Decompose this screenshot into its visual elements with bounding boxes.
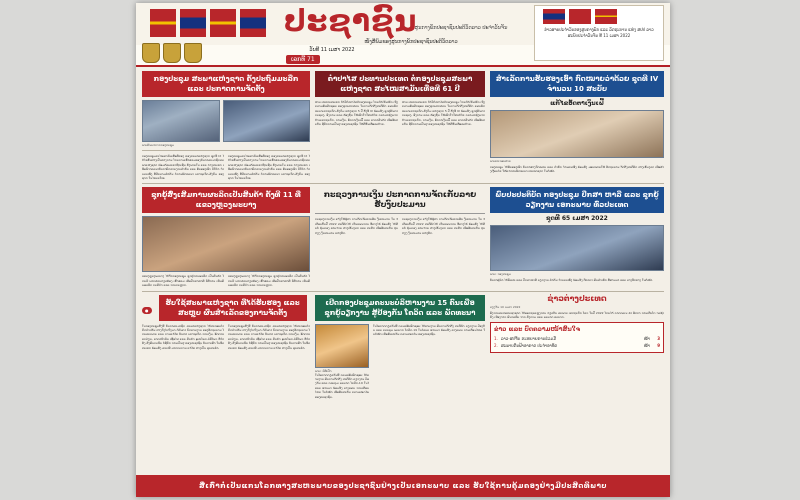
mid-left-body-col2: ແຂວງຫຼວງພະບາງ ໄດ້ຈັດກອງປະຊຸມ ຊຸກຍູ້ການຜະລິດ ເປັນສິນຄ້າ ໂດຍມີ ພາກສ່ວນກ່ຽວຂ້ອງ ເຂົ້າຮ່ວມ ເພື່ອປຶກສາຫາລື ວິທີການ ເພີ່ມຜົນຜະລິດ ກະສິກໍາ ແລະ ການຕະຫຼາດ. [228, 274, 310, 288]
column-left [142, 71, 310, 180]
right-top-photo [490, 110, 664, 158]
bottom-right-body: ອົງການສະຫະປະຊາຊາດ ໄດ້ອອກຖະແຫຼງການ ກ່ຽວກັບ ສະພາບ ເສດຖະກິດ ໂລກ ໃນປີ 2022 ໂດຍໄດ້ ຄາດຄະເນ ວ່າ ອັດຕາ ການເຕີບໂຕ ຈະຊ້າລົງ ເນື່ອງຈາກ ຜົນກະທົບ ຈາກ ສົງຄາມ ແລະ ພະຍາດ ລະບາດ. [490, 310, 664, 320]
divider [142, 291, 664, 292]
mid-center-body-col2: ກະຊວງການເງິນ ແຈ້ງໃຫ້ຮູ້ວ່າ ການຈັດເກັບລາຍຮັບ ງົບປະມານ ໃນ 3 ເດືອນຕົ້ນປີ 2022 ປະຕິບັດໄດ້ ເກີນແຜນການ ທີ່ວາງໄວ້ ພ້ອມທັງ ໄດ້ສືບຕໍ່ ຄຸ້ມຄອງ ລາຍຈ່າຍ ຢ່າງເຂັ້ມງວດ ແລະ ປະຢັດ ເພື່ອຮັບປະກັນ ດຸ່ນດ່ຽງ ງົບປະມານ ແຫ່ງລັດ. [402, 217, 485, 235]
column-right-bottom [490, 295, 664, 399]
toc-text: ລາວ-ສປຈີນ ຂະຫຍາຍການຮ່ວມມື [501, 336, 557, 342]
lead-caption: ພາບບັນຍາກາດກອງປະຊຸມ [142, 143, 175, 147]
column-center-bottom [315, 295, 485, 399]
center-top-body-col1: ທ່ານ ປະທານປະເທດ ໄດ້ມີຄໍາປາໄສຕໍ່ກອງປະຊຸມ ໂດຍໄດ້ເນັ້ນໜັກ ເຖິງຄວາມຮັບຜິດຊອບ ຂອງທຸກພາກສ່ວນ ໃນການຈັດຕັ້ງປະຕິບັດ ແຜນພັດທະນາເສດຖະກິດ-ສັງຄົມ ແຫ່ງຊາດ 5 ປີ ຄັ້ງທີ IX ພ້ອມທັງ ຊຸກຍູ້ບັນດາກະຊວງ, ອົງການ ແລະ ທ້ອງຖິ່ນ ໃຫ້ເອົາໃຈໃສ່ແກ້ໄຂ ຄວາມຫຍຸ້ງຍາກ ດ້ານເສດຖະກິດ, ການເງິນ, ອັດຕາເງິນເຟີ້ ແລະ ລາຄາສິນຄ້າ ເພື່ອຮັບປະກັນ ຊີວິດການເປັນຢູ່ ຂອງປະຊາຊົນ ໃຫ້ດີຂຶ້ນເທື່ອລະກ້າວ. [315, 100, 398, 127]
toc-page-label: ໜ້າ [643, 336, 650, 342]
medal-icon [163, 43, 181, 63]
toc-row[interactable] [494, 342, 660, 349]
mid-left-photo [142, 216, 310, 272]
flag-icon [569, 9, 591, 24]
bottom-left-body-col2: ໃນກອງປະຊຸມຄັ້ງນີ້ ບັນດາສະມາຊິກ ສະພາແຫ່ງຊາດ ໄດ້ປະກອບຄໍາຄິດຄໍາເຫັນ ຢ່າງກົງໄປກົງມາ ຕໍ່ບັນດາ ບົດລາຍງານ ຂອງລັດຖະບານ ໂດຍສະເພາະ ແມ່ນ ການແກ້ໄຂ ບັນຫາ ເສດຖະກິດ-ການເງິນ, ອັດຕາແລກປ່ຽນ, ລາຄານໍ້າມັນ ເຊື້ອໄຟ ແລະ ສິນຄ້າ ອຸປະໂພກ-ບໍລິໂພກ ທີ່ກໍາລັງ ສົ່ງຜົນກະທົບ ຕໍ່ຊີວິດ ການເປັນຢູ່ ຂອງປະຊາຊົນ ບັນດາເຜົ່າ ໃນທົ່ວປະເທດ ພ້ອມທັງ ສະເໜີ ມາດຕະການ ແກ້ໄຂ ຢ່າງເປັນ ຮູບປະທໍາ. [228, 323, 310, 350]
lead-body-col1: ກອງປະຊຸມສະໄໝສາມັນເທື່ອທີສອງ ຂອງສະພາແຫ່ງຊາດ ຊຸດທີ IX ໄດ້ໄຂຂຶ້ນຢ່າງເປັນທາງການ ໂດຍການເຂົ້າຮ່ວມຂອງບັນດາສະມາຊິກສະພາແຫ່ງຊາດ ພ້ອມດ້ວຍແຂກຖືກເຊີນ ທັງພາຍໃນ ແລະ ຕ່າງປະເທດ ເພື່ອພິຈາລະນາບັນດາບົດລາຍງານສໍາຄັນ ແລະ ຮັບຮອງເອົາ ນິຕິກໍາ ຈໍານວນໜຶ່ງ ທີ່ມີຄວາມສໍາຄັນ ຕໍ່ການພັດທະນາ ເສດຖະກິດ-ສັງຄົມ ຂອງຊາດ ໃນໄລຍະໃໝ່. [142, 154, 224, 181]
bottom-center-caption: ພາບ: ພິທີເປີດ [315, 368, 332, 373]
column-left-bottom [142, 295, 310, 399]
bottom-center-photo [315, 324, 369, 368]
column-left-mid [142, 187, 310, 287]
flag-icon [180, 9, 206, 37]
page-body [136, 67, 670, 473]
masthead [136, 3, 670, 67]
medals [142, 43, 202, 63]
right-top-caption: ພາບປະກອບຂ່າວ [490, 159, 511, 163]
right-top-subheadline: ແກ້ໄຂອັດຕາເງິນເຟີ້ [550, 100, 604, 107]
toc-row[interactable] [494, 335, 660, 342]
bottom-row [142, 295, 664, 399]
masthead-right-box [534, 5, 664, 61]
lead-body-col2: ກອງປະຊຸມສະໄໝສາມັນເທື່ອທີສອງ ຂອງສະພາແຫ່ງຊາດ ຊຸດທີ IX ໄດ້ໄຂຂຶ້ນຢ່າງເປັນທາງການ ໂດຍການເຂົ້າຮ່ວມຂອງບັນດາສະມາຊິກສະພາແຫ່ງຊາດ ພ້ອມດ້ວຍແຂກຖືກເຊີນ ທັງພາຍໃນ ແລະ ຕ່າງປະເທດ ເພື່ອພິຈາລະນາບັນດາບົດລາຍງານສໍາຄັນ ແລະ ຮັບຮອງເອົາ ນິຕິກໍາ ຈໍານວນໜຶ່ງ ທີ່ມີຄວາມສໍາຄັນ ຕໍ່ການພັດທະນາ ເສດຖະກິດ-ສັງຄົມ ຂອງຊາດ ໃນໄລຍະໃໝ່. [228, 154, 310, 181]
flag-icon [210, 9, 236, 37]
table-of-contents [490, 322, 664, 353]
mid-right-subheadline: ຊຸດທີ 65 ເມສາ 2022 [546, 215, 608, 223]
footer-slogan: ສື່ເກົ່າກໍ່ເປັນແກນໂລກທາງສະຫະພາບຂອງປະຊາຊົນຢ່າງເປັນເອກະພາບ ແລະ ຮັບໃຊ້ການຄຸ້ມຄອງຢ່າງມີປະສິດທິພາບ [136, 475, 670, 497]
divider [142, 183, 664, 184]
issue-number: ເລກທີ 71 [286, 55, 320, 64]
flag-icon [543, 9, 565, 24]
bottom-center-body-col1: ໃນໂອກາດດຽວກັນນີ້ ຄະນະຮັບຜິດຊອບ ໄດ້ລາຍງານ ຜົນການຈັດຕັ້ງ ປະຕິບັດ ວຽກງານ ປ້ອງກັນ ແລະ ຄວບຄຸມ ພະຍາດ ໂຄວິດ-19 ໃນໄລຍະ ຜ່ານມາ ພ້ອມທັງ ວາງແຜນ ການເຄື່ອນໄຫວ ໃນຕໍ່ໜ້າ ເພື່ອຮັບປະກັນ ຄວາມປອດໄພ ຂອງປະຊາຊົນ. [315, 372, 369, 399]
column-right [490, 71, 664, 180]
masthead-center-note: ສູນກາງພັກປະຊາຊົນປະຕິວັດລາວ ປະຈໍາວັນຈັນ [414, 25, 508, 31]
toc-page-label: ໜ້າ [643, 343, 650, 349]
issue-date: ວັນທີ 11 ເມສາ 2022 [309, 47, 355, 53]
mid-right-headline: ພົບປະປະຕິບັດ ກອງປະຊຸມ ປຶກສາ ຫາລື ແລະ ຊຸກຍູ້ວຽກງານ ເອກະພາບ ທົ່ວປະເທດ [490, 187, 664, 213]
right-top-body: ກອງປະຊຸມ ໄດ້ຮັບຮອງເອົາ ບັນດາຮ່າງກົດໝາຍ ແລະ ດໍາລັດ ຈໍານວນໜຶ່ງ ພ້ອມທັງ ມອບໝາຍໃຫ້ ລັດຖະບານ ຈັດຕັ້ງປະຕິບັດ ຢ່າງເຂັ້ມງວດ ເພື່ອສ້າງເງື່ອນໄຂ ໃຫ້ແກ່ການພັດທະນາ ປະເທດຊາດ ໃນຕໍ່ໜ້າ. [490, 165, 664, 174]
masthead-right-flags [543, 9, 617, 24]
newspaper-page [136, 3, 670, 497]
newspaper-title: ປະຊາຊົນ [284, 4, 418, 39]
medal-icon [142, 43, 160, 63]
bottom-left-headline: ຮັບໃຊ້ສະພາແຫ່ງຊາດ ທີ່ໄດ້ຮັບຮອງ ແລະ ສະຫຼຸບ ຜົນສໍາເລັດຂອງການຈັດຕັ້ງ [159, 295, 307, 321]
mid-center-body-col1: ກະຊວງການເງິນ ແຈ້ງໃຫ້ຮູ້ວ່າ ການຈັດເກັບລາຍຮັບ ງົບປະມານ ໃນ 3 ເດືອນຕົ້ນປີ 2022 ປະຕິບັດໄດ້ ເກີນແຜນການ ທີ່ວາງໄວ້ ພ້ອມທັງ ໄດ້ສືບຕໍ່ ຄຸ້ມຄອງ ລາຍຈ່າຍ ຢ່າງເຂັ້ມງວດ ແລະ ປະຢັດ ເພື່ອຮັບປະກັນ ດຸ່ນດ່ຽງ ງົບປະມານ ແຫ່ງລັດ. [315, 217, 398, 235]
bottom-center-headline: ເປີດກອງປະຊຸມຄະນະບໍລິຫານງານ 15 ຄົນເພື່ອຊຸກຍູ້ວຽກງານ ສູ້ປ້ອງກັນ ໂຄວິດ ແລະ ພັດທະນາ [315, 295, 485, 321]
mid-right-caption: ພາບ: ກອງປະຊຸມ [490, 272, 511, 277]
flag-icon [150, 9, 176, 37]
lead-photo-secondary [223, 100, 310, 142]
right-top-headline: ສໍາເລັດການຮັບຮອງເອົາ ກົດໝາຍວ່າດ້ວຍ ຊຸດທີ IV ຈໍານວນ 10 ສະບັບ [490, 71, 664, 97]
mid-left-body-col1: ແຂວງຫຼວງພະບາງ ໄດ້ຈັດກອງປະຊຸມ ຊຸກຍູ້ການຜະລິດ ເປັນສິນຄ້າ ໂດຍມີ ພາກສ່ວນກ່ຽວຂ້ອງ ເຂົ້າຮ່ວມ ເພື່ອປຶກສາຫາລື ວິທີການ ເພີ່ມຜົນຜະລິດ ກະສິກໍາ ແລະ ການຕະຫຼາດ. [142, 274, 224, 288]
lead-photo [142, 100, 220, 142]
divider [142, 150, 310, 151]
newspaper-subtitle: ໜັງສືພິມຂອງສູນກາງພັກປະຊາຊົນປະຕິວັດລາວ [364, 39, 458, 45]
middle-row [142, 187, 664, 287]
toc-title: ຂ່າວ ແລະ ບົດຄວາມໜ້າສົນໃຈ [494, 326, 581, 334]
mid-right-photo [490, 225, 664, 271]
bottom-center-body-col2: ໃນໂອກາດດຽວກັນນີ້ ຄະນະຮັບຜິດຊອບ ໄດ້ລາຍງານ ຜົນການຈັດຕັ້ງ ປະຕິບັດ ວຽກງານ ປ້ອງກັນ ແລະ ຄວບຄຸມ ພະຍາດ ໂຄວິດ-19 ໃນໄລຍະ ຜ່ານມາ ພ້ອມທັງ ວາງແຜນ ການເຄື່ອນໄຫວ ໃນຕໍ່ໜ້າ ເພື່ອຮັບປະກັນ ຄວາມປອດໄພ ຂອງປະຊາຊົນ. [373, 323, 485, 337]
column-right-mid [490, 187, 664, 287]
bottom-right-dateline: ວຽງຈັນ 10 ເມສາ 2022 [490, 304, 521, 309]
center-top-headline: ຄໍາປາໄສ ປະທານປະເທດ ຕໍ່ກອງປະຊຸມສະພາແຫ່ງຊາດ ສະໄໝສາມັນເທື່ອທີ 61 ປີ [315, 71, 485, 97]
column-center [315, 71, 485, 180]
lead-headline: ກອງປະຊຸມ ສະພາແຫ່ງຊາດ ຄັ້ງປະຖົມມະລືກ ແລະ ປະກາດການຈັດຕັ້ງ [142, 71, 310, 97]
toc-index: 2. [494, 343, 498, 349]
toc-text: ສະພາບດິນຟ້າອາກາດ ປະຈໍາອາທິດ [501, 343, 558, 349]
masthead-flags [146, 7, 276, 43]
mid-left-headline: ຊຸກຍູ້ສົ່ງເສີມການຜະລິດເປັນສິນຄ້າ ຄັ້ງທີ 11 ທີ່ແຂວງຫຼວງພະບາງ [142, 187, 310, 213]
toc-page-number: 3 [657, 336, 660, 342]
mid-right-body: ບັນດາຜູ້ນໍາ ໄດ້ພົບປະ ແລະ ປຶກສາຫາລື ວຽກງານ ສໍາຄັນ ຈໍານວນໜຶ່ງ ພ້ອມທັງ ຕີລາຄາ ຜົນສໍາເລັດ ທີ່ຜ່ານມາ ແລະ ວາງທິດທາງ ໃນຕໍ່ໜ້າ. [490, 278, 654, 283]
column-center-mid [315, 187, 485, 287]
center-top-body-col2: ທ່ານ ປະທານປະເທດ ໄດ້ມີຄໍາປາໄສຕໍ່ກອງປະຊຸມ ໂດຍໄດ້ເນັ້ນໜັກ ເຖິງຄວາມຮັບຜິດຊອບ ຂອງທຸກພາກສ່ວນ ໃນການຈັດຕັ້ງປະຕິບັດ ແຜນພັດທະນາເສດຖະກິດ-ສັງຄົມ ແຫ່ງຊາດ 5 ປີ ຄັ້ງທີ IX ພ້ອມທັງ ຊຸກຍູ້ບັນດາກະຊວງ, ອົງການ ແລະ ທ້ອງຖິ່ນ ໃຫ້ເອົາໃຈໃສ່ແກ້ໄຂ ຄວາມຫຍຸ້ງຍາກ ດ້ານເສດຖະກິດ, ການເງິນ, ອັດຕາເງິນເຟີ້ ແລະ ລາຄາສິນຄ້າ ເພື່ອຮັບປະກັນ ຊີວິດການເປັນຢູ່ ຂອງປະຊາຊົນ ໃຫ້ດີຂຶ້ນເທື່ອລະກ້າວ. [402, 100, 485, 127]
flag-icon [595, 9, 617, 24]
bottom-left-body-col1: ໃນກອງປະຊຸມຄັ້ງນີ້ ບັນດາສະມາຊິກ ສະພາແຫ່ງຊາດ ໄດ້ປະກອບຄໍາຄິດຄໍາເຫັນ ຢ່າງກົງໄປກົງມາ ຕໍ່ບັນດາ ບົດລາຍງານ ຂອງລັດຖະບານ ໂດຍສະເພາະ ແມ່ນ ການແກ້ໄຂ ບັນຫາ ເສດຖະກິດ-ການເງິນ, ອັດຕາແລກປ່ຽນ, ລາຄານໍ້າມັນ ເຊື້ອໄຟ ແລະ ສິນຄ້າ ອຸປະໂພກ-ບໍລິໂພກ ທີ່ກໍາລັງ ສົ່ງຜົນກະທົບ ຕໍ່ຊີວິດ ການເປັນຢູ່ ຂອງປະຊາຊົນ ບັນດາເຜົ່າ ໃນທົ່ວປະເທດ ພ້ອມທັງ ສະເໜີ ມາດຕະການ ແກ້ໄຂ ຢ່າງເປັນ ຮູບປະທໍາ. [142, 323, 224, 350]
bottom-right-headline: ຊ່າວຕ່າງປະເທດ [547, 293, 607, 303]
medal-icon [184, 43, 202, 63]
toc-index: 1. [494, 336, 498, 342]
section-badge: ● [142, 307, 152, 314]
toc-page-number: 9 [657, 343, 660, 349]
top-row [142, 71, 664, 180]
mid-center-headline: ກະຊວງການເງິນ ປະກາດການຈັດເກັບລາຍຮັບງົບປະມານ [315, 187, 485, 214]
flag-icon [240, 9, 266, 37]
masthead-right-text: ຂ່າວສານປະຈໍາວັນຂອງສູນກາງພັກ ແລະ ລັດຖະບານ ແຫ່ງ ສປປ ລາວ ສະບັບປະຈໍາວັນຈັນ ທີ 11 ເມສາ 2022 [544, 27, 654, 38]
